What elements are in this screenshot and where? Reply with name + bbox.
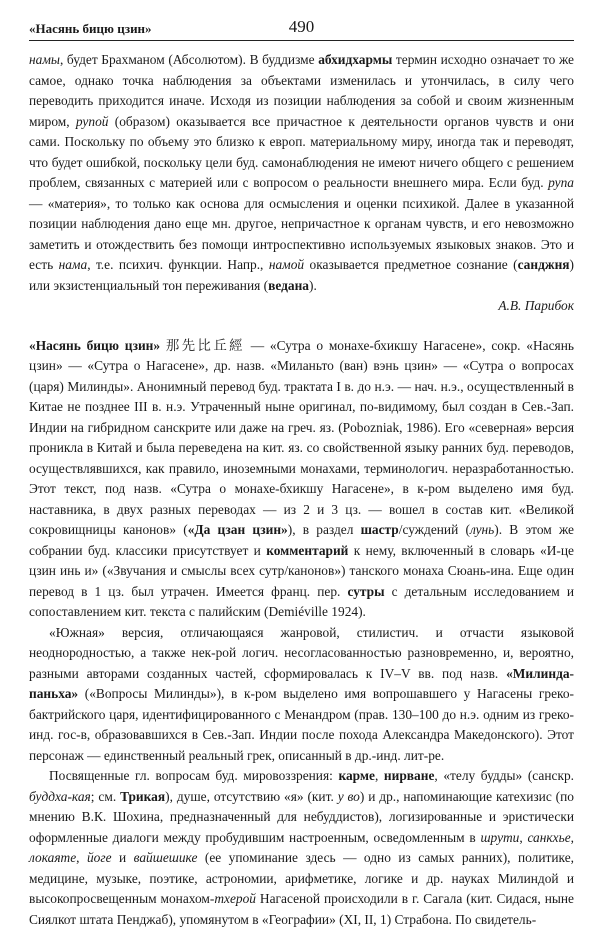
bold-term: нирване [383,768,435,783]
italic-term: у во [337,788,360,804]
text-run: , т.е. психич. функции. Напр., [87,257,269,272]
entry-author: А.В. Парибок [498,298,574,313]
entry-paragraph-3 [29,766,574,930]
page-body [29,50,574,930]
bold-term: комментарий [266,542,349,558]
italic-term: лунь [469,522,495,537]
bold-term: «Да цзан цзин» [187,522,288,537]
italic-term: буддха-кая [29,788,91,804]
text-run: , [76,850,87,865]
text-run: (ее упоминание здесь — одно из самых ранних), политике, медицине, музыке, поэтике, астрономии, арифметике, логике и др. науках Милиндой и высокопросвещенным монахом- [29,850,574,906]
text-run: — «материя», то только как основа для осмысления и оценки психикой. Далее в указанной позиции наблюдения дано еще мн. другое, непричастное к органам чувств, и его невозможно заметить и отождествить без помощи интроспективно используемых языковых знаков. Это и есть [29,195,574,272]
entry-paragraph-1 [29,336,574,623]
italic-term: нама [58,257,88,272]
text-run: ), душе, отсутствию «я» (кит. [165,788,338,804]
text-run: ) и др., напоминающие катехизис (по мнению В.К. Шохина, предназначенный для небуддистов), логизированные и эристически оформленные диалоги между пробудившим настроенным, осведомленным в [29,788,574,845]
text-run: «Южная» версия, отличающаяся жанровой, стилистич. и отчасти языковой неоднородностью, а также нек-рой логич. несогласованностью разновременно, и, вероятно, разными авторами созданных частей, сформировалась к IV–V вв. под назв. [29,624,574,681]
bold-term: сутры [347,583,385,599]
text-run: /суждений ( [398,522,470,537]
text-run: (образом) оказывается все причастное к деятельности органов чувств и они сами. Поскольку по объему это близко к европ. материальному миру, иногда так и переводят, что будет ошибкой, поскольку цели буд. самонаблюдения не имеют ничего общего с решением проблем, связанных с материей или с вопросом о реальности внешнего мира. Если буд. [29,113,574,190]
text-run: («Вопросы Милинды»), в к-ром выделено имя вопрошавшего у Нагасены греко-бактрийского царя, идентифицированного с Менандром (прав. 130–100 до н.э. одним из греко-инд. гос-в, образовавшихся в Сев.-Зап. Индии после похода Александра Македонского). Этот персонаж — единственный реальный грек, описанный в др.-инд. лит-ре. [29,686,574,763]
page-header [29,14,574,40]
bold-term: санджня [517,257,570,272]
text-run: термин исходно означает то же самое, однако точка наблюдения за объектами изменилась и утончилась, в силу чего переводить приходится иначе. Исходя из позиции наблюдения за собой и своим жизненным миром, [29,52,574,129]
italic-term: рупа [548,175,574,190]
bold-term: «Милинда-паньха» [29,665,574,701]
text-run: и [111,850,134,865]
bold-term: ведана [268,277,309,293]
text-run: Посвященные гл. вопросам буд. мировоззрения: [49,768,339,783]
text-run: оказывается предметное сознание ( [304,257,518,272]
italic-term: намы [29,52,60,67]
text-run: ). В этом же собрании буд. классики присутствует и [29,522,574,558]
text-run: с детальным исследованием и сопоставлением кит. текста с палийским (Demiéville 1924). [29,583,575,619]
italic-term: санкхье [527,829,571,845]
text-run: 那先比丘經 — «Сутра о монахе-бхикшу Нагасене», сокр. «Насянь цзин» — «Сутра о Нагасене», др. назв. «Миланьто (ван) вэнь цзин» — «Сутра о вопросах (царя) Милинды». Анонимный перевод буд. трактата I в. до н.э. — нач. н.э., осуществленный в Китае не позднее III в. н.э. Утраченный ныне оригинал, по-видимому, был создан в Сев.-Зап. Индии на гибридном санскрите или даже на греч. яз. (Pobozniak, 1986). Его «северная» версия проникла в Китай и была переведена на кит. яз. со свойственной языку ранних буд. переводов, осуществлявшихся, как правило, иноземными монахами, терминологич. неразработанностью. Этот текст, под назв. «Сутра о монахе-бхикшу Нагасене», в к-ром выделено имя буд. наставника, в двух разных переводах — из 2 и 3 цз. — вошел в состав кит. «Великой сокровищницы канонов» ( [29,337,574,537]
entry-separator [29,317,574,336]
text-run: к нему, включенный в словарь «И-це цзин инь и» («Звучания и смыслы всех сутр/канонов») танского монаха Сюань-ина. Еще один перевод в 1 цз. был утрачен. Имеется франц. пер. [29,542,574,599]
text-run: , будет Брахманом (Абсолютом). В буддизме [59,52,319,67]
text-run: ; см. [90,788,121,804]
page-number: 490 [288,17,315,36]
text-run: , [570,829,574,845]
running-head: «Насянь бицю цзин» [29,21,152,36]
text-run: ), в раздел [287,522,361,537]
bold-term: Трикая [120,788,166,804]
text-run: Нагасеной происходили в г. Сагала (кит. Сидася, ныне Сиялкот штата Пенджаб), упомянутом в «Географии» (XI, II, 1) Страбона. По свидетель- [29,891,574,927]
text-run: ). [309,277,317,293]
header-rule [29,40,574,41]
bold-term: шастр [360,522,399,537]
entry-paragraph-2 [29,623,574,767]
italic-term: тхерой [214,891,256,906]
bold-term: «Насянь бицю цзин» [29,337,161,353]
italic-term: рупой [75,113,109,129]
text-run: , [374,768,384,783]
bold-term: карме [338,768,375,783]
italic-term: намой [268,257,305,272]
italic-term: вайшешике [133,850,198,865]
text-run: , [519,829,528,845]
italic-term: йоге [86,850,112,865]
text-run: ) или экзистенциальный тон переживания ( [29,257,574,293]
italic-term: шрути [480,829,520,845]
text-run: , «телу будды» (санскр. [434,768,574,783]
prev-entry-paragraph [29,50,574,296]
bold-term: абхидхармы [318,52,393,67]
italic-term: локаяте [29,850,77,865]
